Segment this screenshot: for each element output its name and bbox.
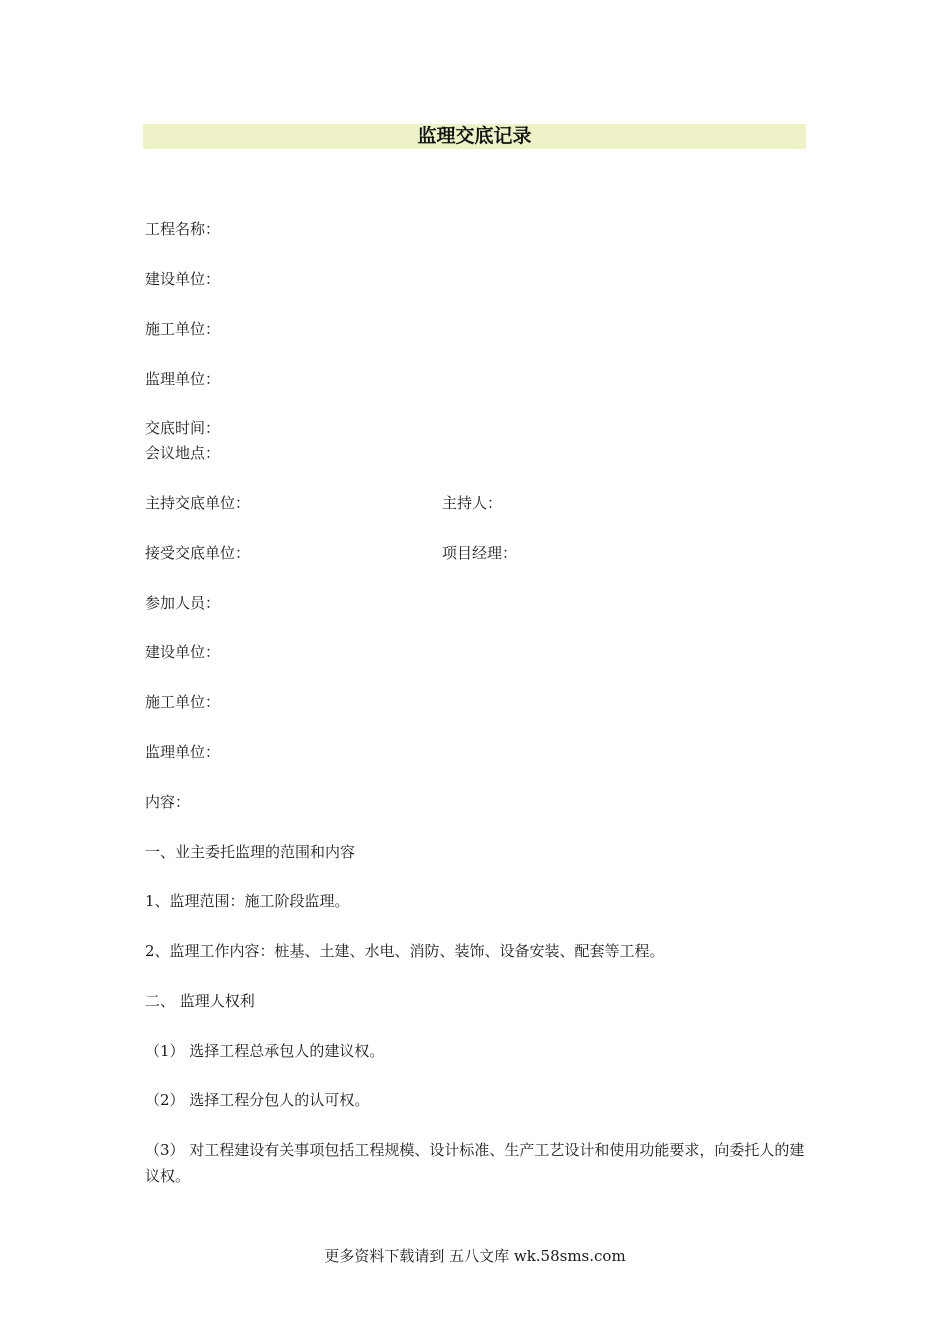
venue-label: 会议地点：: [145, 444, 221, 462]
participants-construction-owner: 建设单位：: [145, 643, 221, 661]
participants-contractor: 施工单位：: [145, 693, 221, 711]
receiver-unit-label: 接受交底单位：: [145, 544, 251, 562]
right-item-1: （1） 选择工程总承包人的建议权。: [145, 1042, 385, 1060]
contractor-label: 施工单位：: [145, 320, 221, 338]
supervisor-label: 监理单位：: [145, 370, 221, 388]
host-person-label: 主持人：: [442, 494, 503, 512]
section2-heading: 二、 监理人权利: [145, 992, 255, 1010]
work-content-item: 2、监理工作内容：桩基、土建、水电、消防、装饰、设备安装、配套等工程。: [145, 942, 665, 960]
project-manager-label: 项目经理：: [442, 544, 518, 562]
right-item-2: （2） 选择工程分包人的认可权。: [145, 1091, 370, 1109]
right-item-3: （3） 对工程建设有关事项包括工程规模、设计标准、生产工艺设计和使用功能要求，向委托人的建议权。: [145, 1141, 805, 1185]
section1-heading: 一、业主委托监理的范围和内容: [145, 843, 356, 861]
time-label: 交底时间：: [145, 419, 221, 437]
document-title: 监理交底记录: [417, 125, 532, 147]
title-banner: [143, 124, 806, 149]
host-unit-label: 主持交底单位：: [145, 494, 251, 512]
participants-label: 参加人员：: [145, 594, 221, 612]
footer-note: 更多资料下载请到 五八文库 wk.58sms.com: [324, 1247, 626, 1265]
scope-item: 1、监理范围：施工阶段监理。: [145, 892, 350, 910]
construction-owner-label: 建设单位：: [145, 270, 221, 288]
content-label: 内容：: [145, 793, 191, 811]
project-name-label: 工程名称：: [145, 220, 221, 238]
participants-supervisor: 监理单位：: [145, 743, 221, 761]
